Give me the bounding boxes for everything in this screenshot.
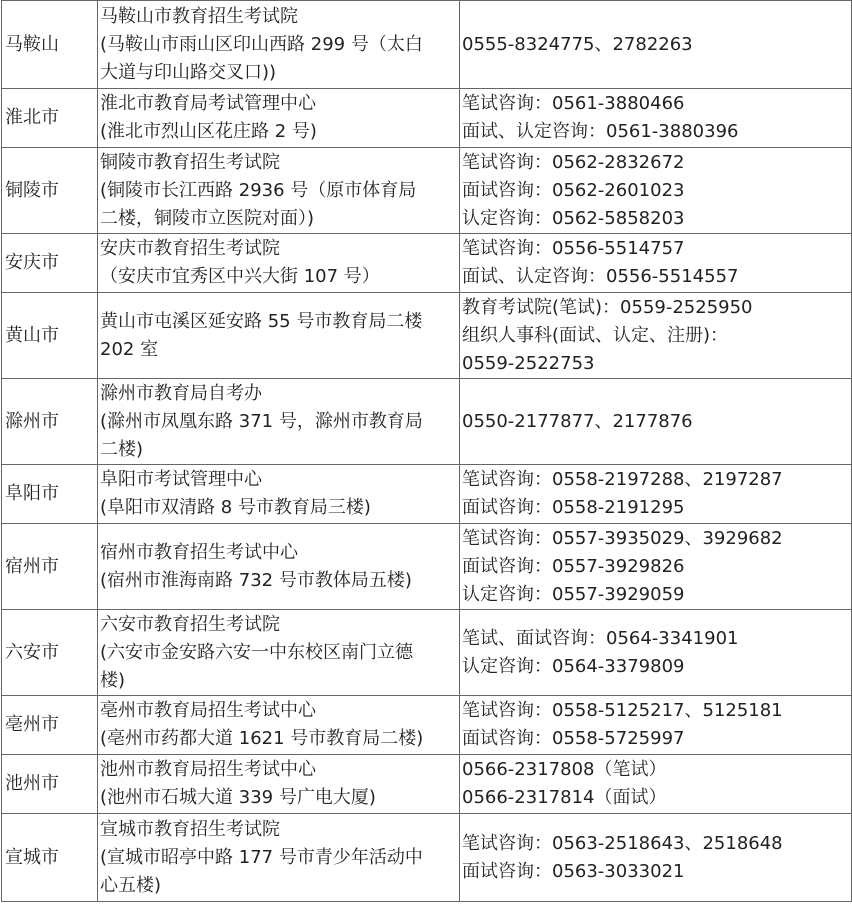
phone-line: 认定咨询：0562-5858203 [462, 207, 685, 229]
city-cell: 马鞍山 [2, 1, 98, 89]
office-name: 宿州市教育招生考试中心 [100, 541, 298, 563]
city-cell: 宣城市 [2, 814, 98, 902]
office-name: 马鞍山市教育招生考试院 [100, 5, 298, 27]
phone-cell [460, 465, 852, 524]
phone-line: 笔试咨询：0558-2197288、2197287 [462, 469, 783, 490]
office-cell [98, 755, 460, 814]
phone-line: 面试咨询：0558-2191295 [462, 497, 685, 518]
phone-cell [460, 696, 852, 755]
phone-line: 笔试咨询：0558-5125217、5125181 [462, 700, 783, 721]
office-address: 二楼) [100, 438, 144, 460]
phone-line: 笔试咨询：0556-5514757 [462, 238, 685, 259]
phone-line: 面试、认定咨询：0556-5514557 [462, 266, 739, 287]
office-address: 202 室 [100, 338, 159, 360]
city-cell: 黄山市 [2, 293, 98, 379]
phone-line: 面试咨询：0562-2601023 [462, 179, 685, 201]
phone-cell [460, 1, 852, 89]
office-name: 阜阳市考试管理中心 [100, 469, 262, 490]
office-address: (亳州市药都大道 1621 号市教育局二楼) [100, 728, 424, 749]
table-row [2, 234, 852, 293]
office-address: (阜阳市双清路 8 号市教育局三楼) [100, 497, 371, 518]
office-name: 安庆市教育招生考试院 [100, 238, 280, 259]
table-row [2, 610, 852, 696]
table-row [2, 379, 852, 465]
table-row [2, 89, 852, 148]
office-name: 宣城市教育招生考试院 [100, 818, 280, 840]
table-row [2, 755, 852, 814]
office-cell [98, 814, 460, 902]
office-address: (宿州市淮海南路 732 号市教体局五楼) [100, 569, 412, 591]
office-cell [98, 524, 460, 610]
table-row [2, 524, 852, 610]
table-row [2, 148, 852, 234]
phone-line: 0555-8324775、2782263 [462, 33, 693, 55]
office-name: 淮北市教育局考试管理中心 [100, 93, 316, 114]
office-address: 楼) [100, 669, 126, 691]
city-cell: 安庆市 [2, 234, 98, 293]
phone-line: 认定咨询：0557-3929059 [462, 583, 685, 605]
phone-cell [460, 814, 852, 902]
office-name: 滁州市教育局自考办 [100, 382, 262, 404]
office-address: (宣城市昭亭中路 177 号市青少年活动中 [100, 846, 423, 868]
exam-office-contact-table [1, 0, 852, 902]
office-address: 大道与印山路交叉口)) [100, 61, 277, 83]
office-cell [98, 379, 460, 465]
office-cell [98, 1, 460, 89]
city-cell: 阜阳市 [2, 465, 98, 524]
office-cell [98, 465, 460, 524]
phone-cell [460, 89, 852, 148]
phone-line: 认定咨询：0564-3379809 [462, 655, 685, 677]
table-row [2, 1, 852, 89]
office-name: 铜陵市教育招生考试院 [100, 151, 280, 173]
phone-line: 面试咨询：0557-3929826 [462, 555, 685, 577]
office-address: (铜陵市长江西路 2936 号（原市体育局 [100, 179, 417, 201]
phone-line: 教育考试院(笔试)：0559-2525950 [462, 296, 753, 318]
phone-cell [460, 234, 852, 293]
table-row [2, 293, 852, 379]
phone-cell [460, 610, 852, 696]
office-name: 池州市教育局招生考试中心 [100, 759, 316, 780]
office-address: (滁州市凤凰东路 371 号，滁州市教育局 [100, 410, 423, 432]
office-name: 六安市教育招生考试院 [100, 613, 280, 635]
table-row [2, 814, 852, 902]
city-cell: 淮北市 [2, 89, 98, 148]
phone-line: 0566-2317814（面试） [462, 787, 667, 808]
phone-line: 面试咨询：0563-3033021 [462, 860, 685, 882]
phone-line: 笔试咨询：0557-3935029、3929682 [462, 527, 783, 549]
office-cell [98, 293, 460, 379]
office-address: 二楼，铜陵市立医院对面）) [100, 207, 315, 229]
phone-line: 笔试咨询：0561-3880466 [462, 93, 685, 114]
table-row [2, 696, 852, 755]
office-address: 心五楼) [100, 874, 162, 896]
city-cell: 池州市 [2, 755, 98, 814]
office-name: 亳州市教育局招生考试中心 [100, 700, 316, 721]
phone-cell [460, 293, 852, 379]
phone-line: 0559-2522753 [462, 352, 595, 374]
phone-line: 0550-2177877、2177876 [462, 410, 693, 432]
phone-cell [460, 755, 852, 814]
office-address: (池州市石城大道 339 号广电大厦) [100, 787, 376, 808]
phone-line: 笔试咨询：0562-2832672 [462, 151, 685, 173]
phone-line: 组织人事科(面试、认定、注册)： [462, 324, 729, 346]
city-cell: 亳州市 [2, 696, 98, 755]
office-cell [98, 696, 460, 755]
office-cell [98, 234, 460, 293]
office-address: (马鞍山市雨山区印山西路 299 号（太白 [100, 33, 423, 55]
phone-line: 0566-2317808（笔试） [462, 759, 667, 780]
office-cell [98, 610, 460, 696]
city-cell: 铜陵市 [2, 148, 98, 234]
office-cell [98, 148, 460, 234]
office-address: (六安市金安路六安一中东校区南门立德 [100, 641, 414, 663]
city-cell: 宿州市 [2, 524, 98, 610]
office-address: (淮北市烈山区花庄路 2 号) [100, 121, 317, 142]
office-cell [98, 89, 460, 148]
city-cell: 滁州市 [2, 379, 98, 465]
table-row [2, 465, 852, 524]
phone-line: 面试、认定咨询：0561-3880396 [462, 121, 739, 142]
city-cell: 六安市 [2, 610, 98, 696]
office-name: 黄山市屯溪区延安路 55 号市教育局二楼 [100, 310, 423, 332]
phone-cell [460, 379, 852, 465]
phone-line: 面试咨询：0558-5725997 [462, 728, 685, 749]
phone-cell [460, 148, 852, 234]
phone-cell [460, 524, 852, 610]
phone-line: 笔试咨询：0563-2518643、2518648 [462, 832, 783, 854]
office-address: （安庆市宜秀区中兴大街 107 号） [100, 266, 380, 287]
phone-line: 笔试、面试咨询：0564-3341901 [462, 627, 739, 649]
